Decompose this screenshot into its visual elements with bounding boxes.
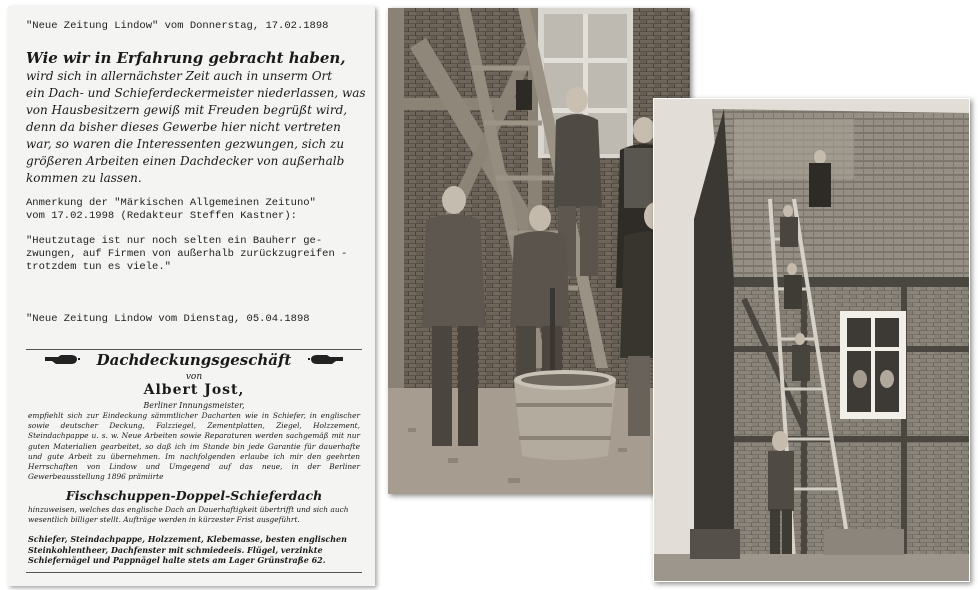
photo-house-roofers-image [654,99,969,581]
roofing-advertisement [26,349,362,573]
editor-note-line: Anmerkung der "Märkischen Allgemeinen Zeituno" [26,197,316,209]
newspaper-document [8,6,375,586]
article-line: Wie wir in Erfahrung gebracht haben, [26,49,346,67]
ad-product-name: Fischschuppen-Doppel-Schieferdach [65,488,323,503]
quote-line: "Heutzutage ist nur noch selten ein Bauherr ge- [26,235,323,247]
photo-house-roofers [653,98,970,582]
ad-from: von [185,372,203,382]
article-line: von Hausbesitzern gewiß mit Freuden begrüßt wird, [26,103,348,117]
ad-name: Albert Jost, [143,382,245,398]
ad-subtitle: Berliner Innungsmeister, [143,401,245,410]
article-line: war, so waren die Interessenten gezwungen, sich zu [26,137,345,151]
pointing-hand-icon [308,354,344,365]
article-line: größeren Arbeiten einen Dachdecker von außerhalb [26,154,345,168]
quote-line: trotzdem tun es viele." [26,261,171,273]
ad-body-2: hinzuweisen, welches das englische Dach an Dauerhaftigkeit übertrifft und sich auch wesentlich billiger stellt. Aufträge werden in kürzester Frist ausgeführt. [28,505,349,524]
ad-headline: Dachdeckungsgeschäft [96,351,292,369]
ad-body: empfiehlt sich zur Eindeckung sämmtlicher Dacharten wie in Schiefer, in englischer sowie deutscher Deckung, Falzziegel, Zementplatten, Ziegel, Holzzement, Steindachpappe u. s. w. Neue Arbeiten sowie Reparaturen werden sachgemäß mit nur guten Materialien gearbeitet, so daß ich im Stande bin jede Garantie für dauerhafte und gute Arbeit zu übernehmen. Im nachfolgenden erlaube ich mir den geehrten Herrschaften von Lindow und Umgegend auf das neue, in der Berliner Gewerbeausstellung 1896 prämiirte [28,411,360,482]
article-line: kommen zu lassen. [26,171,142,185]
newspaper-header-1898-04-05: "Neue Zeitung Lindow vom Dienstag, 05.04.1898 [26,313,310,325]
article-line: denn da bisher dieses Gewerbe hier nicht vertreten [26,120,341,134]
article-line: ein Dach- und Schieferdeckermeister niederlassen, was [26,86,366,100]
editor-note-line: vom 17.02.1998 (Redakteur Steffen Kastner): [26,210,297,222]
photo-roofers-group-image [388,8,690,494]
ad-products-list: Schiefer, Steindachpappe, Holzzement, Klebemasse, besten englischen Steinkohlentheer, Dachfenster mit schmiedeeis. Flügel, verzinkte Schiefernägel und Pappnägel halte stets am Lager Grünstraße 62. [28,534,347,565]
article-text [26,49,366,187]
photo-roofers-group [388,8,690,494]
newspaper-header-1898-02-17: "Neue Zeitung Lindow" vom Donnerstag, 17.02.1898 [26,20,329,32]
article-line: wird sich in allernächster Zeit auch in unserm Ort [26,69,333,83]
quote-line: zwungen, auf Firmen von außerhalb zurückzugreifen - [26,248,348,260]
